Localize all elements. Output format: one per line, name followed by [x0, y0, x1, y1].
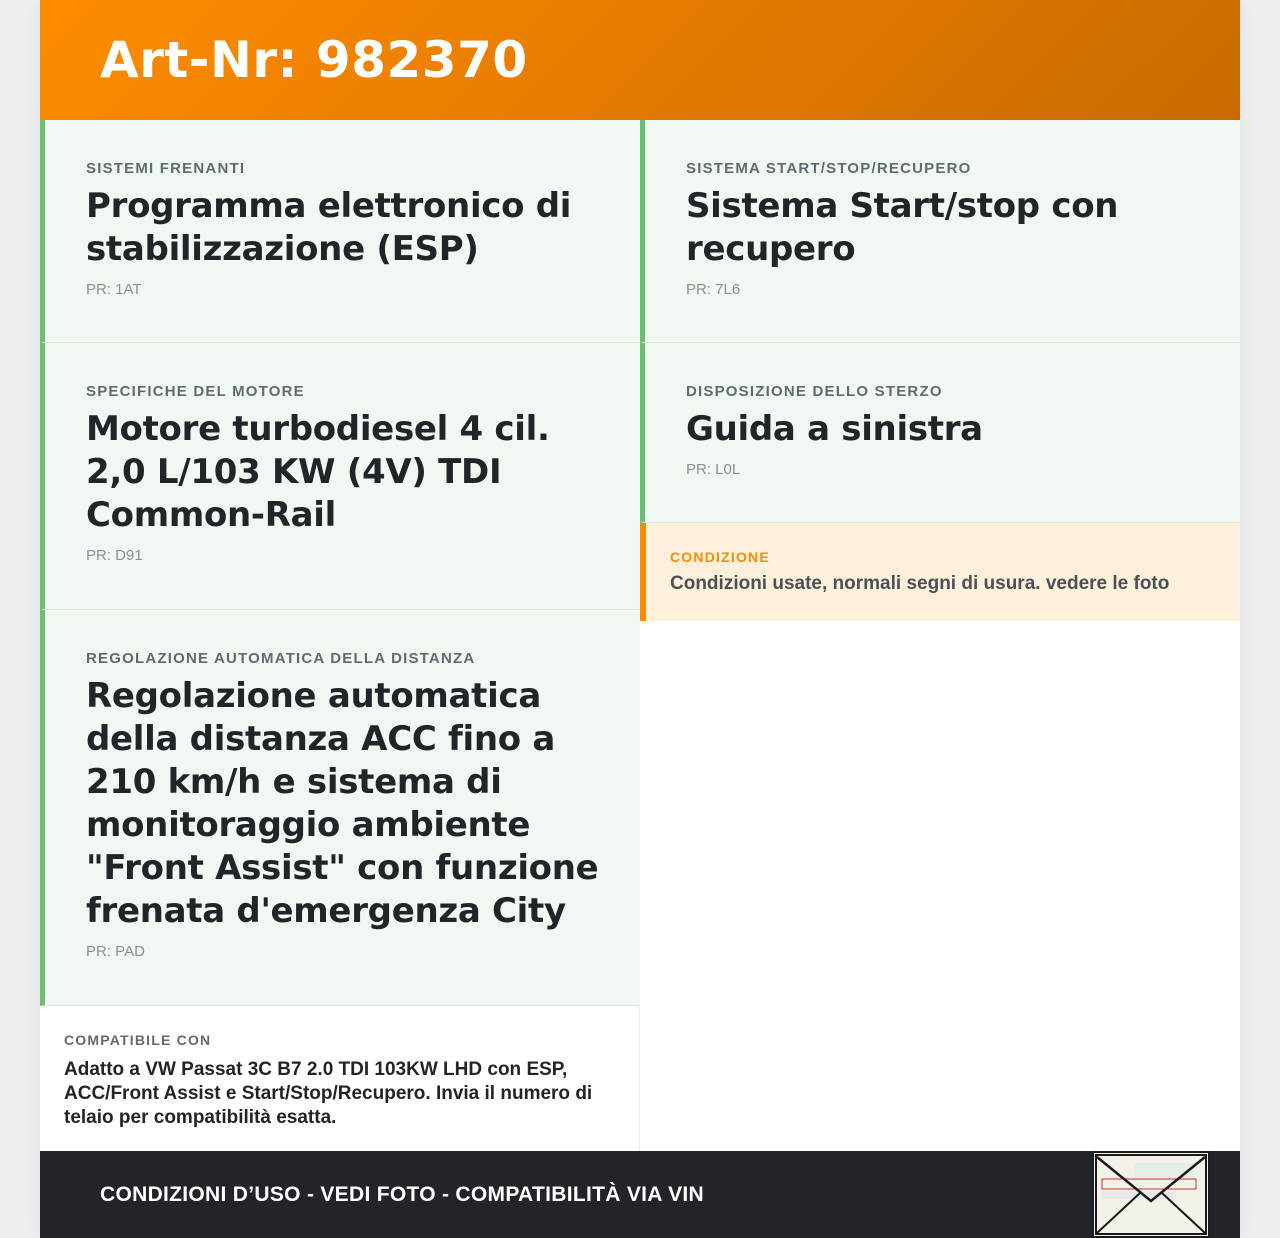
feature-card-start-stop [640, 120, 1240, 343]
feature-card-steering [640, 343, 1240, 523]
feature-card-engine [40, 343, 640, 610]
condition-label: CONDIZIONE [670, 549, 770, 565]
feature-pr-code: PR: 7L6 [686, 281, 741, 298]
compatibility-label: COMPATIBILE CON [64, 1032, 212, 1048]
feature-category: SISTEMI FRENANTI [86, 160, 246, 177]
header [40, 0, 1240, 120]
feature-pr-code: PR: L0L [686, 461, 741, 478]
right-column [640, 120, 1240, 621]
footer-text: CONDIZIONI D’USO - VEDI FOTO - COMPATIBILITÀ VIA VIN [100, 1182, 704, 1206]
footer-bar [40, 1151, 1240, 1238]
left-column [40, 120, 640, 1152]
article-number-title: Art-Nr: 982370 [100, 31, 528, 89]
envelope-photo-icon[interactable] [1092, 1151, 1210, 1238]
compatibility-text: Adatto a VW Passat 3C B7 2.0 TDI 103KW LHD con ESP, ACC/Front Assist e Start/Stop/Recupero. Invia il numero di telaio per compatibilità esatta. [64, 1059, 593, 1128]
feature-card-brakes [40, 120, 640, 343]
feature-title: Sistema Start/stop con recupero [686, 186, 1119, 269]
feature-category: REGOLAZIONE AUTOMATICA DELLA DISTANZA [86, 650, 476, 667]
product-sheet [40, 0, 1240, 1238]
feature-category: SISTEMA START/STOP/RECUPERO [686, 160, 972, 177]
feature-pr-code: PR: PAD [86, 943, 145, 960]
feature-pr-code: PR: 1AT [86, 281, 142, 298]
feature-title: Guida a sinistra [686, 409, 983, 449]
feature-card-acc [40, 610, 640, 1006]
feature-category: SPECIFICHE DEL MOTORE [86, 383, 305, 400]
feature-pr-code: PR: D91 [86, 547, 143, 564]
feature-category: DISPOSIZIONE DELLO STERZO [686, 383, 943, 400]
feature-title: Programma elettronico di stabilizzazione (ESP) [86, 186, 572, 269]
compatibility-box [40, 1006, 640, 1152]
condition-box [640, 523, 1240, 621]
envelope-photo-graphic [1094, 1153, 1208, 1236]
feature-title: Motore turbodiesel 4 cil. 2,0 L/103 KW (4V) TDI Common-Rail [86, 409, 550, 535]
feature-title: Regolazione automatica della distanza ACC fino a 210 km/h e sistema di monitoraggio ambiente "Front Assist" con funzione frenata d'emergenza City [86, 676, 599, 931]
condition-text: Condizioni usate, normali segni di usura. vedere le foto [670, 573, 1170, 594]
